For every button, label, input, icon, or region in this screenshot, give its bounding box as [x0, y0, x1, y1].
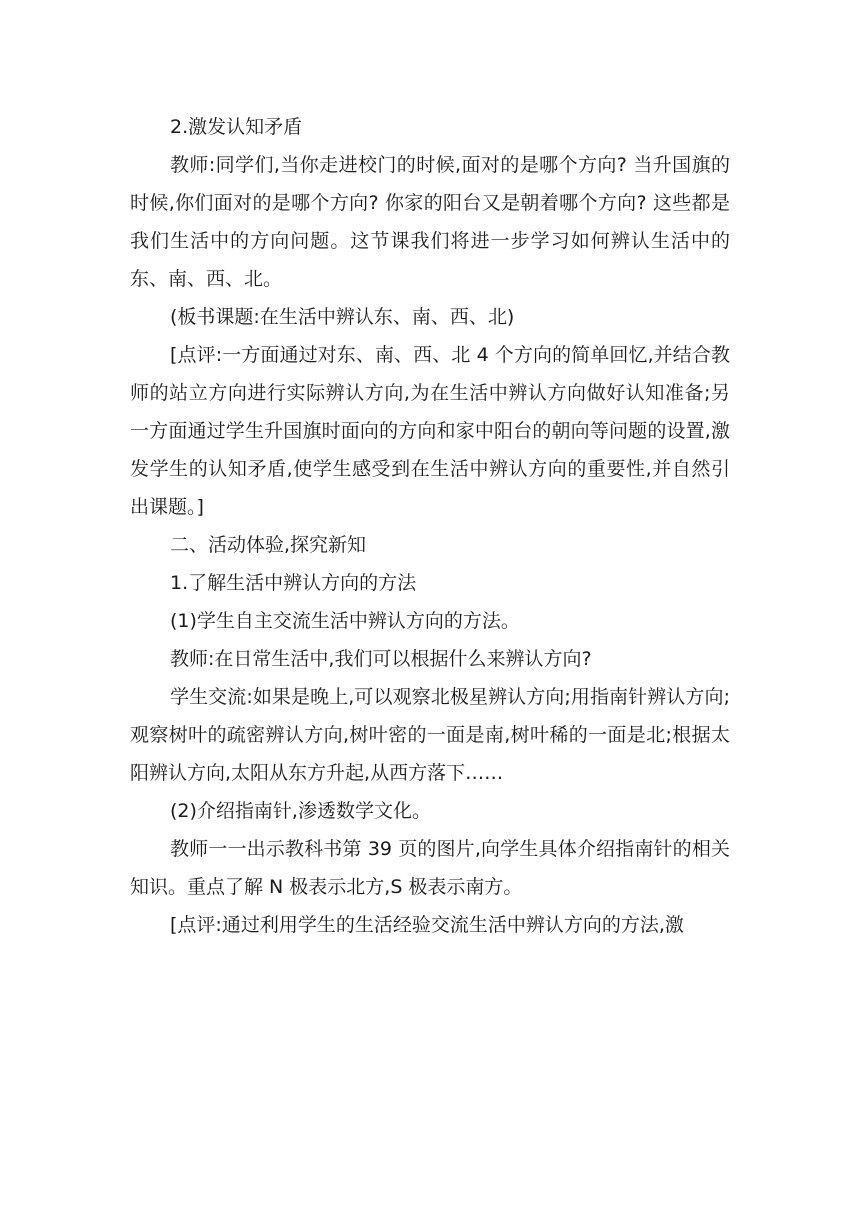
paragraph: 教师:同学们,当你走进校门的时候,面对的是哪个方向? 当升国旗的时候,你们面对的是哪个方向? 你家的阳台又是朝着哪个方向? 这些都是我们生活中的方向问题。这节课我们将进一步学习如何辨认生活中的东、南、西、北。	[130, 154, 730, 290]
paragraph: 学生交流:如果是晚上,可以观察北极星辨认方向;用指南针辨认方向;观察树叶的疏密辨认方向,树叶密的一面是南,树叶稀的一面是北;根据太阳辨认方向,太阳从东方升起,从西方落下……	[130, 686, 730, 784]
section-heading: 二、活动体验,探究新知	[170, 534, 367, 556]
paragraph: 教师:在日常生活中,我们可以根据什么来辨认方向?	[170, 648, 592, 670]
document-body	[130, 108, 730, 944]
paragraph: (板书课题:在生活中辨认东、南、西、北)	[170, 306, 515, 328]
paragraph: 教师一一出示教科书第 39 页的图片,向学生具体介绍指南针的相关知识。重点了解 N 极表示北方,S 极表示南方。	[130, 838, 730, 898]
section-heading: 1.了解生活中辨认方向的方法	[170, 572, 417, 594]
section-heading: 2.激发认知矛盾	[170, 116, 303, 138]
paragraph: (1)学生自主交流生活中辨认方向的方法。	[170, 610, 520, 632]
paragraph: [点评:通过利用学生的生活经验交流生活中辨认方向的方法,激	[170, 914, 684, 936]
paragraph: [点评:一方面通过对东、南、西、北 4 个方向的简单回忆,并结合教师的站立方向进行实际辨认方向,为在生活中辨认方向做好认知准备;另一方面通过学生升国旗时面向的方向和家中阳台的朝向等问题的设置,激发学生的认知矛盾,使学生感受到在生活中辨认方向的重要性,并自然引出课题。]	[130, 344, 730, 518]
paragraph: (2)介绍指南针,渗透数学文化。	[170, 800, 431, 822]
